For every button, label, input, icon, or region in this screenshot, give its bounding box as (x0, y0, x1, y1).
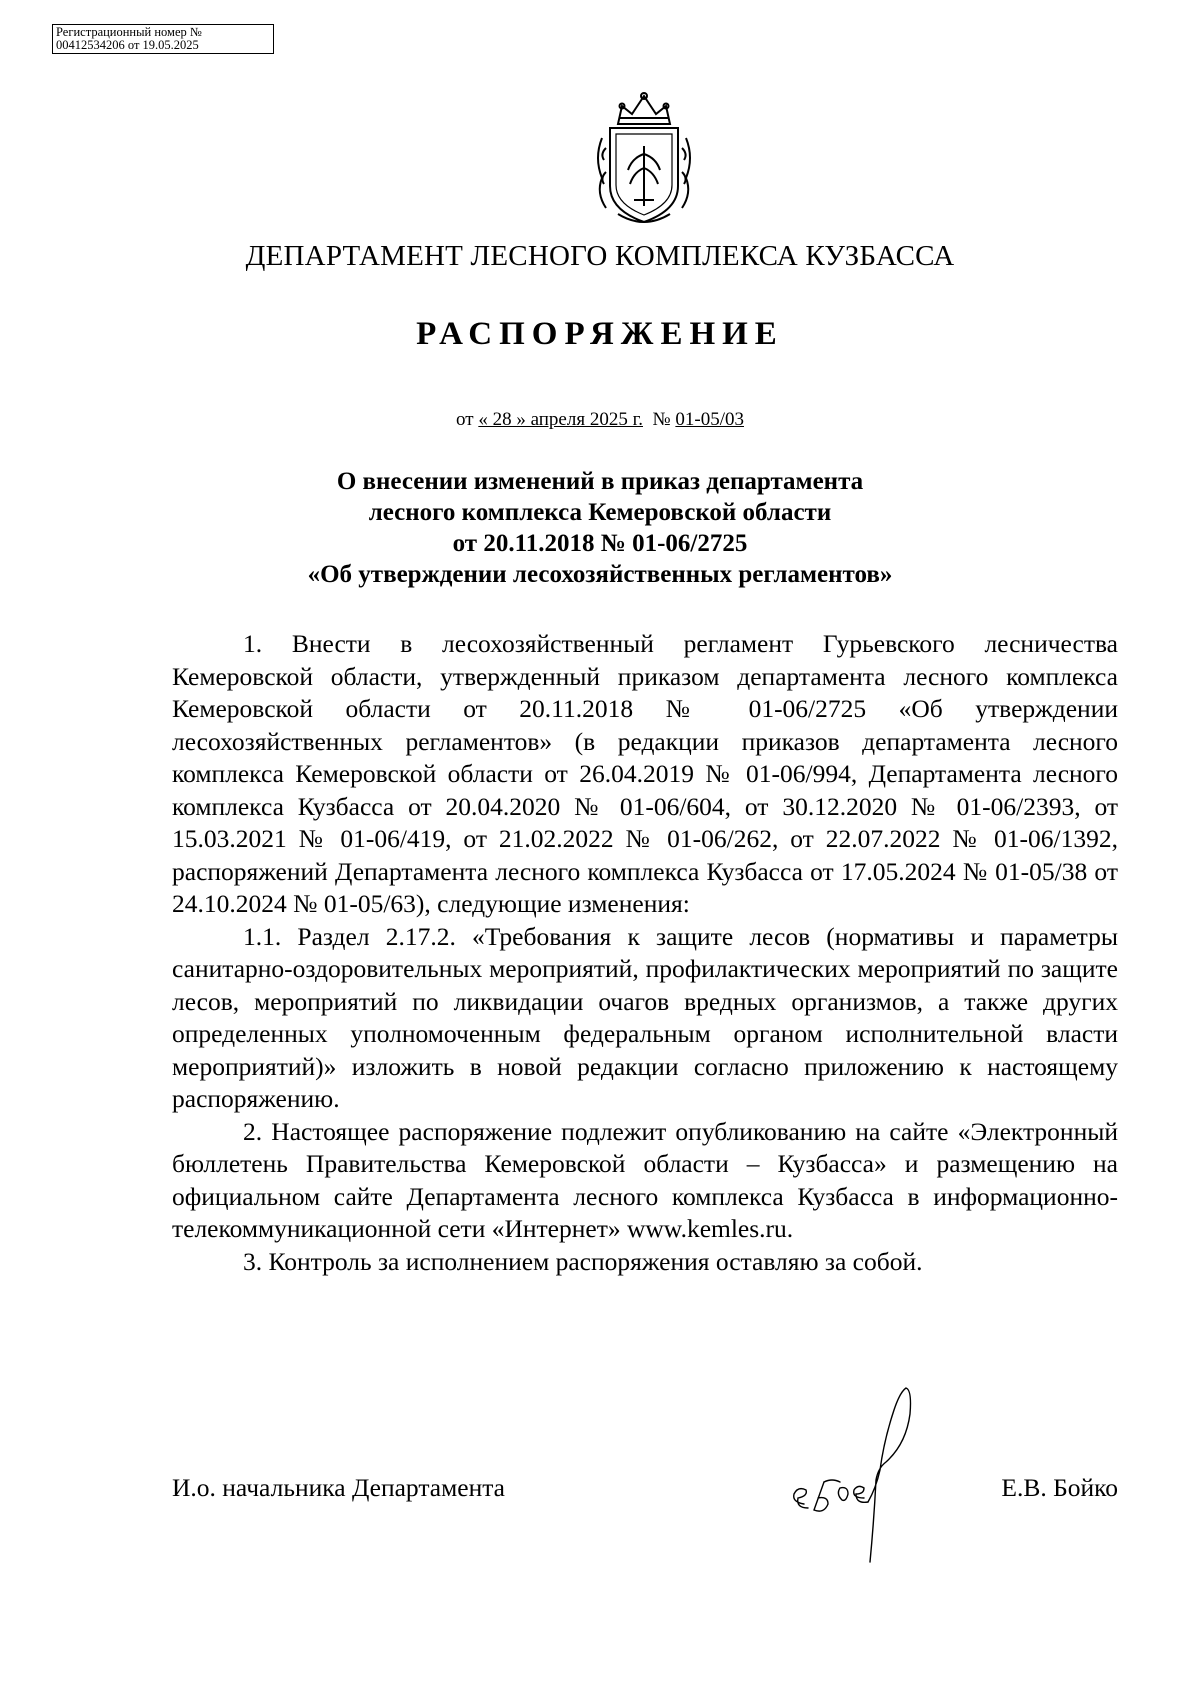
document-type-heading: РАСПОРЯЖЕНИЕ (416, 316, 784, 352)
document-number: 01-05/03 (675, 409, 744, 430)
subject-line: лесного комплекса Кемеровской области (368, 499, 832, 526)
body-paragraph-1: 1. Внести в лесохозяйственный регламент Гурьевского лесничества Кемеровской области, утвержденный приказом департамента лесного комплекса Кемеровской области от 20.11.2018 № 01-06/2725 «Об утверждении лесохозяйственных регламентов» (в редакции приказов департамента лесного комплекса Кемеровской области от 26.04.2019 № 01-06/994, Департамента лесного комплекса Кузбасса от 20.04.2020 № 01-06/604, от 30.12.2020 № 01-06/2393, от 15.03.2021 № 01-06/419, от 21.02.2022 № 01-06/262, от 22.07.2022 № 01-06/1392, распоряжений Департамента лесного комплекса Кузбасса от 17.05.2024 № 01-05/38 от 24.10.2024 № 01-05/63), следующие изменения: (172, 629, 1118, 918)
subject-line: от 20.11.2018 № 01-06/2725 (452, 530, 748, 557)
document-subject (0, 466, 1200, 590)
body-paragraph-1-1: 1.1. Раздел 2.17.2. «Требования к защите лесов (нормативы и параметры санитарно-оздоровительных мероприятий, профилактических мероприятий по защите лесов, мероприятий по ликвидации очагов вредных организмов, а также других определенных уполномоченным федеральным органом исполнительной власти мероприятий)» изложить в новой редакции согласно приложению к настоящему распоряжению. (172, 921, 1118, 1113)
registration-stamp (52, 24, 274, 54)
signatory-position: И.о. начальника Департамента (172, 1473, 505, 1502)
subject-line: «Об утверждении лесохозяйственных регламентов» (307, 561, 893, 588)
department-title: ДЕПАРТАМЕНТ ЛЕСНОГО КОМПЛЕКСА КУЗБАССА (245, 240, 955, 272)
registration-number: 00412534206 от 19.05.2025 (56, 38, 199, 52)
document-body (172, 628, 1118, 1278)
document-date: « 28 » апреля 2025 г. (478, 409, 643, 430)
signatory-name: Е.В. Бойко (1001, 1473, 1118, 1502)
handwritten-signature (784, 1370, 964, 1570)
body-paragraph-2: 2. Настоящее распоряжение подлежит опубликованию на сайте «Электронный бюллетень Правительства Кемеровской области – Кузбасса» и размещению на официальном сайте Департамента лесного комплекса Кузбасса в информационно-телекоммуникационной сети «Интернет» www.kemles.ru. (172, 1116, 1118, 1243)
kuzbass-coat-of-arms-icon (588, 88, 700, 230)
subject-line: О внесении изменений в приказ департамента (336, 468, 864, 495)
number-label: № (652, 409, 676, 430)
body-paragraph-3: 3. Контроль за исполнением распоряжения оставляю за собой. (243, 1246, 923, 1276)
date-prefix: от (456, 409, 479, 430)
registration-label: Регистрационный номер № (56, 25, 202, 39)
document-date-number (0, 409, 1200, 431)
